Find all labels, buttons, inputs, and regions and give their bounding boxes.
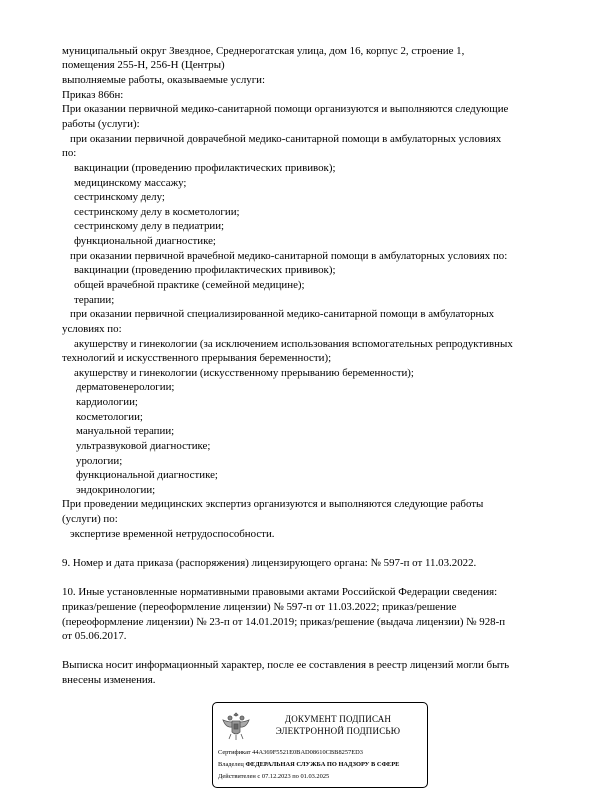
prehospital-care-heading-1: при оказании первичной доврачебной медико-санитарной помощи в амбулаторных условиях	[70, 133, 502, 145]
service-item: функциональной диагностике;	[74, 235, 216, 247]
validity-label: Действителен с	[218, 773, 261, 780]
service-item: медицинскому массажу;	[74, 177, 187, 189]
service-item: мануальной терапии;	[76, 425, 175, 437]
service-item: экспертизе временной нетрудоспособности.	[70, 528, 275, 540]
certificate-row	[218, 749, 363, 757]
owner-label: Владелец	[218, 761, 244, 768]
service-item: акушерству и гинекологии (за исключением использования вспомогательных репродуктивных	[74, 338, 513, 350]
electronic-signature-stamp	[212, 702, 428, 788]
doctor-care-heading: при оказании первичной врачебной медико-санитарной помощи в амбулаторных условиях по:	[70, 250, 508, 262]
service-item: урологии;	[76, 455, 123, 467]
certificate-label: Сертификат	[218, 749, 251, 756]
order-number: Приказ 866н:	[62, 89, 124, 101]
service-item: общей врачебной практике (семейной медицине);	[74, 279, 305, 291]
expertise-heading-2: (услуги) по:	[62, 513, 118, 525]
service-item: функциональной диагностике;	[76, 469, 218, 481]
service-item: сестринскому делу в косметологии;	[74, 206, 240, 218]
signature-title-line-2: ЭЛЕКТРОННОЙ ПОДПИСЬЮ	[275, 726, 401, 736]
primary-care-intro-2: работы (услуги):	[62, 118, 140, 130]
specialized-care-heading-2: условиях по:	[62, 323, 122, 335]
service-item: вакцинации (проведению профилактических прививок);	[74, 264, 336, 276]
section-10-line-2: приказ/решение (переоформление лицензии) № 597-п от 11.03.2022; приказ/решение	[62, 601, 457, 613]
specialized-care-heading-1: при оказании первичной специализированной медико-санитарной помощи в амбулаторных	[70, 308, 495, 320]
signature-title	[253, 713, 423, 737]
service-item-continuation: технологий и искусственного прерывания беременности);	[62, 352, 332, 364]
signature-title-line-1: ДОКУМЕНТ ПОДПИСАН	[284, 714, 392, 724]
service-item: сестринскому делу в педиатрии;	[74, 220, 225, 232]
address-line-1: муниципальный округ Звездное, Среднерогатская улица, дом 16, корпус 2, строение 1,	[62, 45, 465, 57]
disclaimer-line-2: внесены изменения.	[62, 674, 156, 686]
service-item: терапии;	[74, 294, 115, 306]
disclaimer-line-1: Выписка носит информационный характер, после ее составления в реестр лицензий могли быть	[62, 659, 510, 671]
validity-value: 07.12.2023 по 01.03.2025	[261, 773, 330, 780]
owner-row	[218, 761, 399, 769]
service-item: дерматовенерологии;	[76, 381, 175, 393]
address-line-2: помещения 255-Н, 256-Н (Центры)	[62, 59, 225, 71]
validity-row	[218, 773, 329, 781]
service-item: вакцинации (проведению профилактических прививок);	[74, 162, 336, 174]
section-9-order: 9. Номер и дата приказа (распоряжения) лицензирующего органа: № 597-п от 11.03.2022.	[62, 557, 477, 569]
service-item: ультразвуковой диагностике;	[76, 440, 211, 452]
section-10-line-4: от 05.06.2017.	[62, 630, 127, 642]
service-item: сестринскому делу;	[74, 191, 165, 203]
service-item: кардиологии;	[76, 396, 138, 408]
primary-care-intro-1: При оказании первичной медико-санитарной помощи организуются и выполняются следующие	[62, 103, 509, 115]
service-item: акушерству и гинекологии (искусственному прерыванию беременности);	[74, 367, 414, 379]
owner-value: ФЕДЕРАЛЬНАЯ СЛУЖБА ПО НАДЗОРУ В СФЕРЕ	[245, 761, 400, 768]
certificate-value: 44A369F5521E0BAD08610CBB8257ED3	[252, 749, 363, 756]
expertise-heading-1: При проведении медицинских экспертиз организуются и выполняются следующие работы	[62, 498, 484, 510]
section-10-line-3: (переоформление лицензии) № 23-п от 14.01.2019; приказ/решение (выдача лицензии) № 928-п	[62, 616, 506, 628]
service-item: эндокринологии;	[76, 484, 156, 496]
coat-of-arms-icon	[219, 710, 253, 742]
prehospital-care-heading-2: по:	[62, 147, 77, 159]
section-10-line-1: 10. Иные установленные нормативными правовыми актами Российской Федерации сведения:	[62, 586, 498, 598]
works-heading: выполняемые работы, оказываемые услуги:	[62, 74, 266, 86]
service-item: косметологии;	[76, 411, 143, 423]
